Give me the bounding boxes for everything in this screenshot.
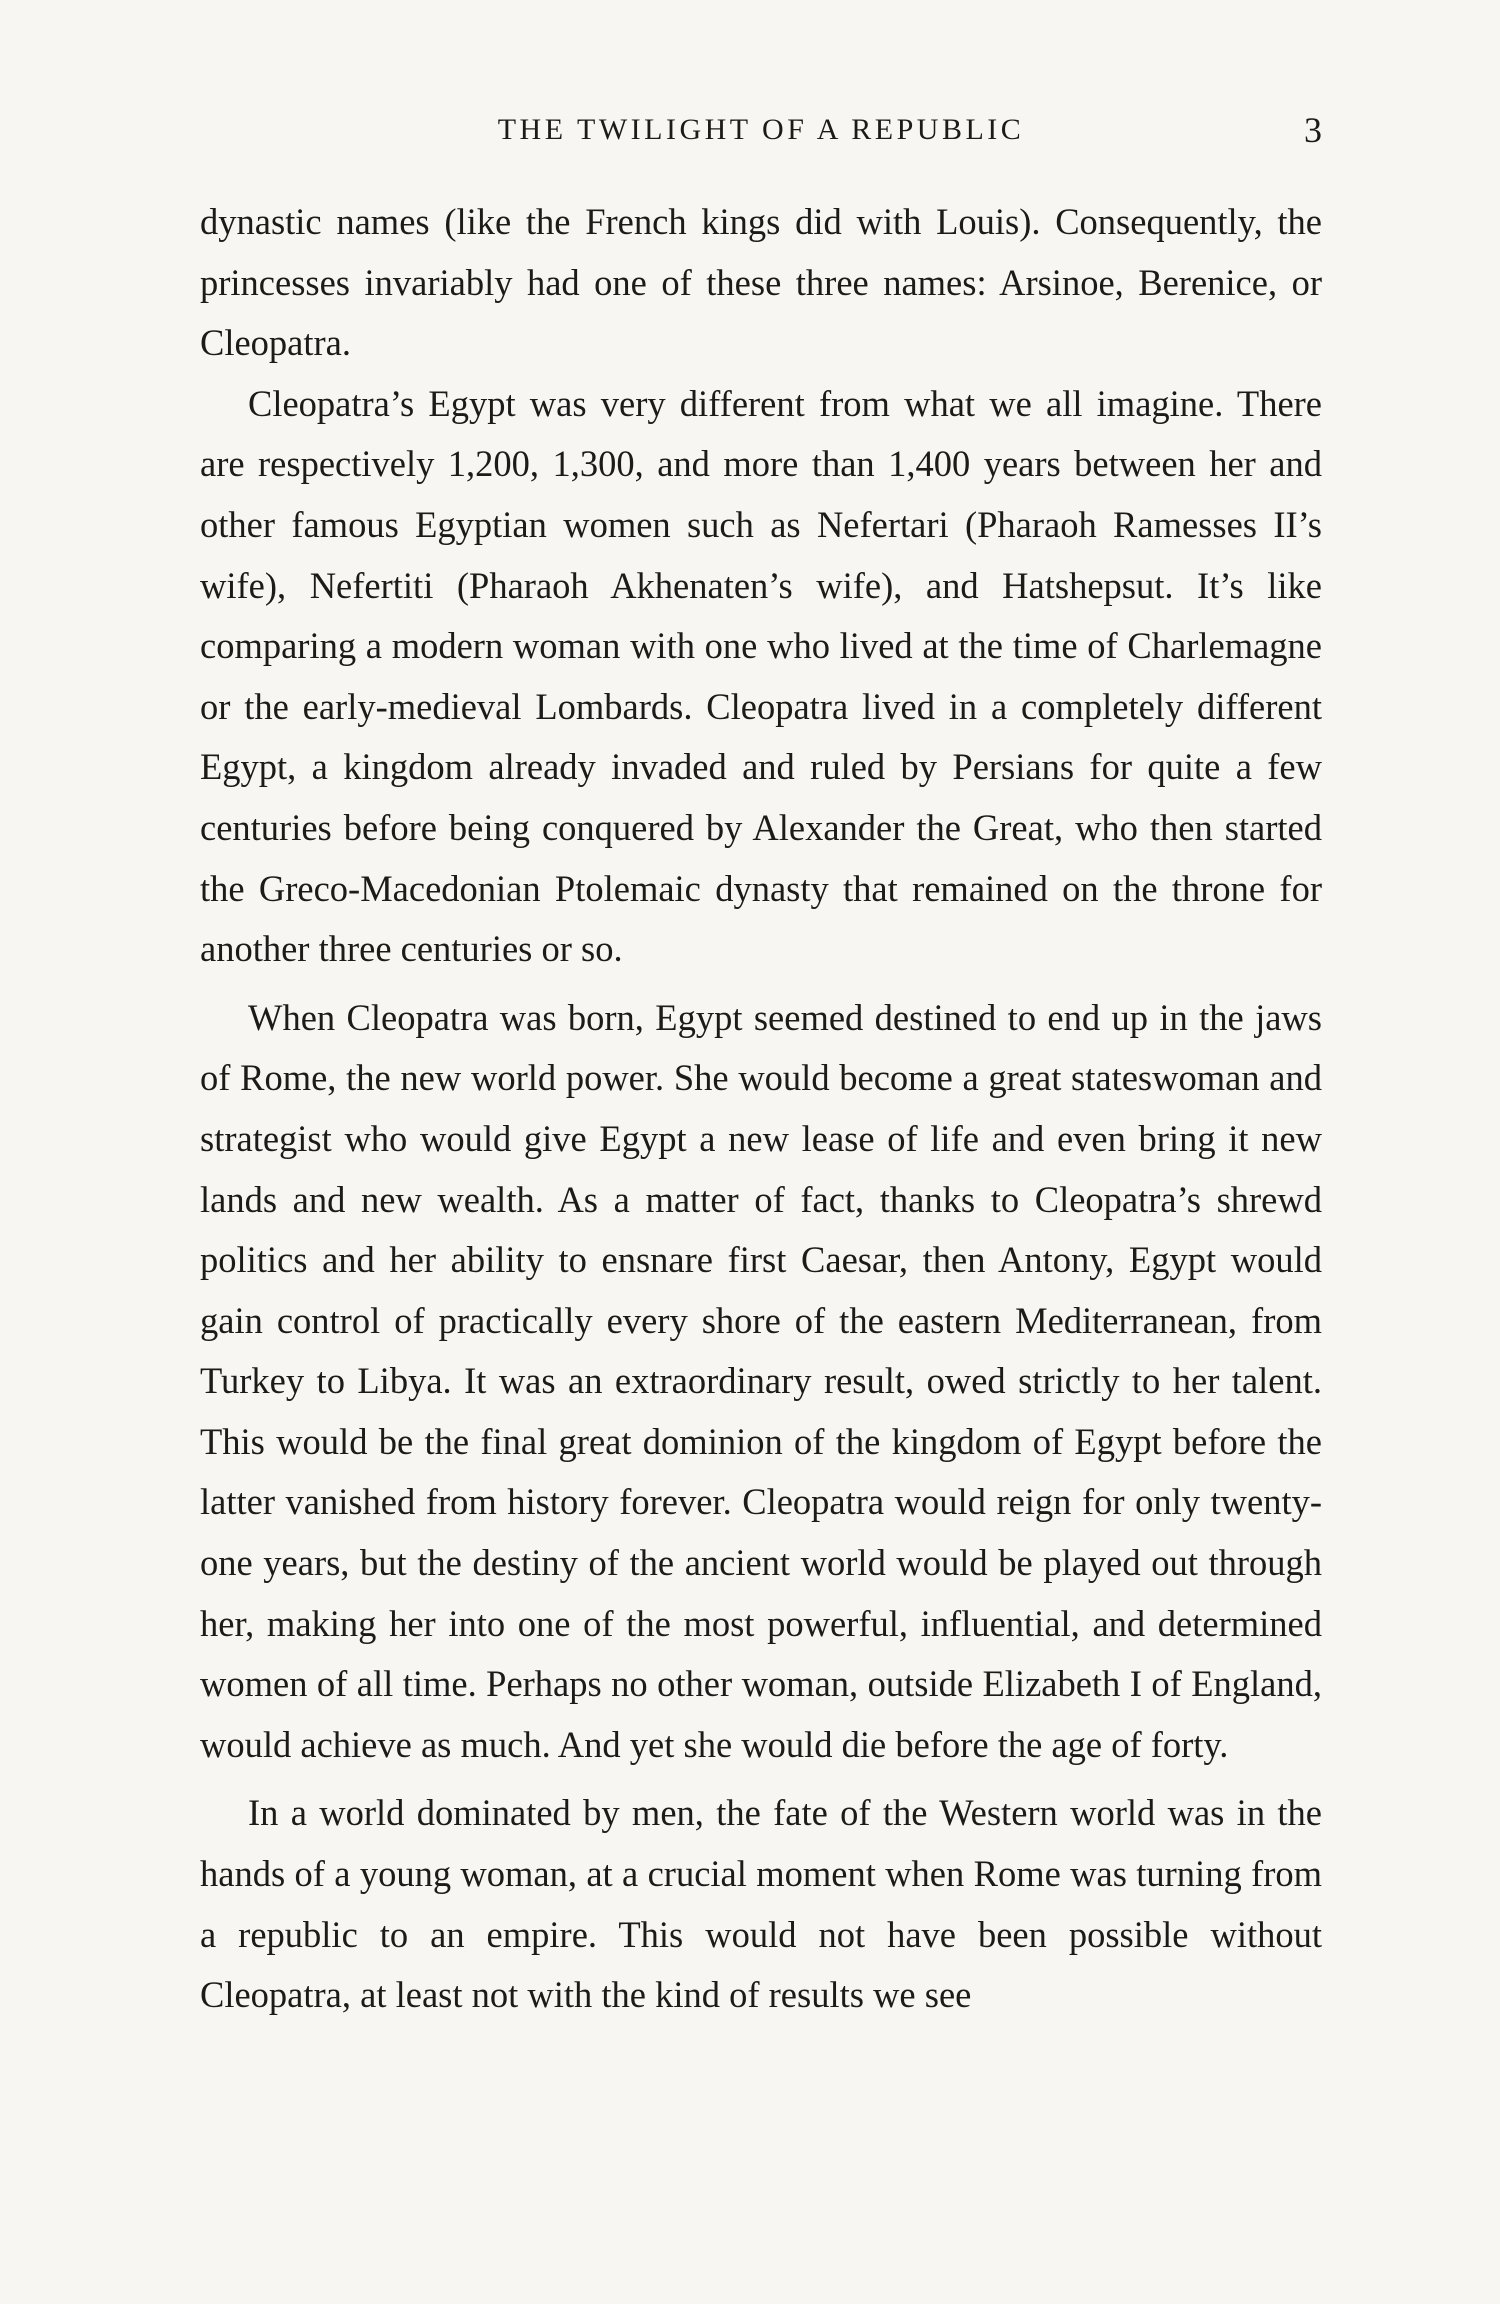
running-head: THE TWILIGHT OF A REPUBLIC <box>497 113 1025 146</box>
paragraph: In a world dominated by men, the fate of the Western world was in the hands of a young woman, at a crucial moment when Rome was turning from a republic to an empire. This would not have been possible without Cleopatra, at least not with the kind of results we see <box>200 1792 1322 2016</box>
paragraph-continued: dynastic names (like the French kings did with Louis). Consequently, the princesses invariably had one of these three names: Arsinoe, Berenice, or Cleopatra. <box>200 201 1322 364</box>
body-text <box>200 192 1322 2026</box>
page-number: 3 <box>1304 110 1322 150</box>
paragraph: Cleopatra’s Egypt was very different from what we all imagine. There are respectively 1,200, 1,300, and more than 1,400 years between her and other famous Egyptian women such as Nefertari (Pharaoh Ramesses II’s wife), Nefertiti (Pharaoh Akhenaten’s wife), and Hatshepsut. It’s like comparing a modern woman with one who lived at the time of Charlemagne or the early-medieval Lombards. Cleopatra lived in a completely different Egypt, a kingdom already invaded and ruled by Persians for quite a few centuries before being conquered by Alexander the Great, who then started the Greco-Macedonian Ptolemaic dynasty that remained on the throne for another three centuries or so. <box>200 382 1322 970</box>
paragraph: When Cleopatra was born, Egypt seemed destined to end up in the jaws of Rome, the new world power. She would become a great stateswoman and strategist who would give Egypt a new lease of life and even bring it new lands and new wealth. As a matter of fact, thanks to Cleopatra’s shrewd politics and her ability to ensnare first Caesar, then Antony, Egypt would gain control of practically every shore of the eastern Mediterranean, from Turkey to Libya. It was an extraordinary result, owed strictly to her talent. This would be the final great dominion of the kingdom of Egypt before the latter vanished from history forever. Cleopatra would reign for only twenty-one years, but the destiny of the ancient world would be played out through her, making her into one of the most powerful, influential, and determined women of all time. Perhaps no other woman, outside Elizabeth I of England, would achieve as much. And yet she would die before the age of forty. <box>200 996 1322 1765</box>
page-header <box>200 108 1322 152</box>
